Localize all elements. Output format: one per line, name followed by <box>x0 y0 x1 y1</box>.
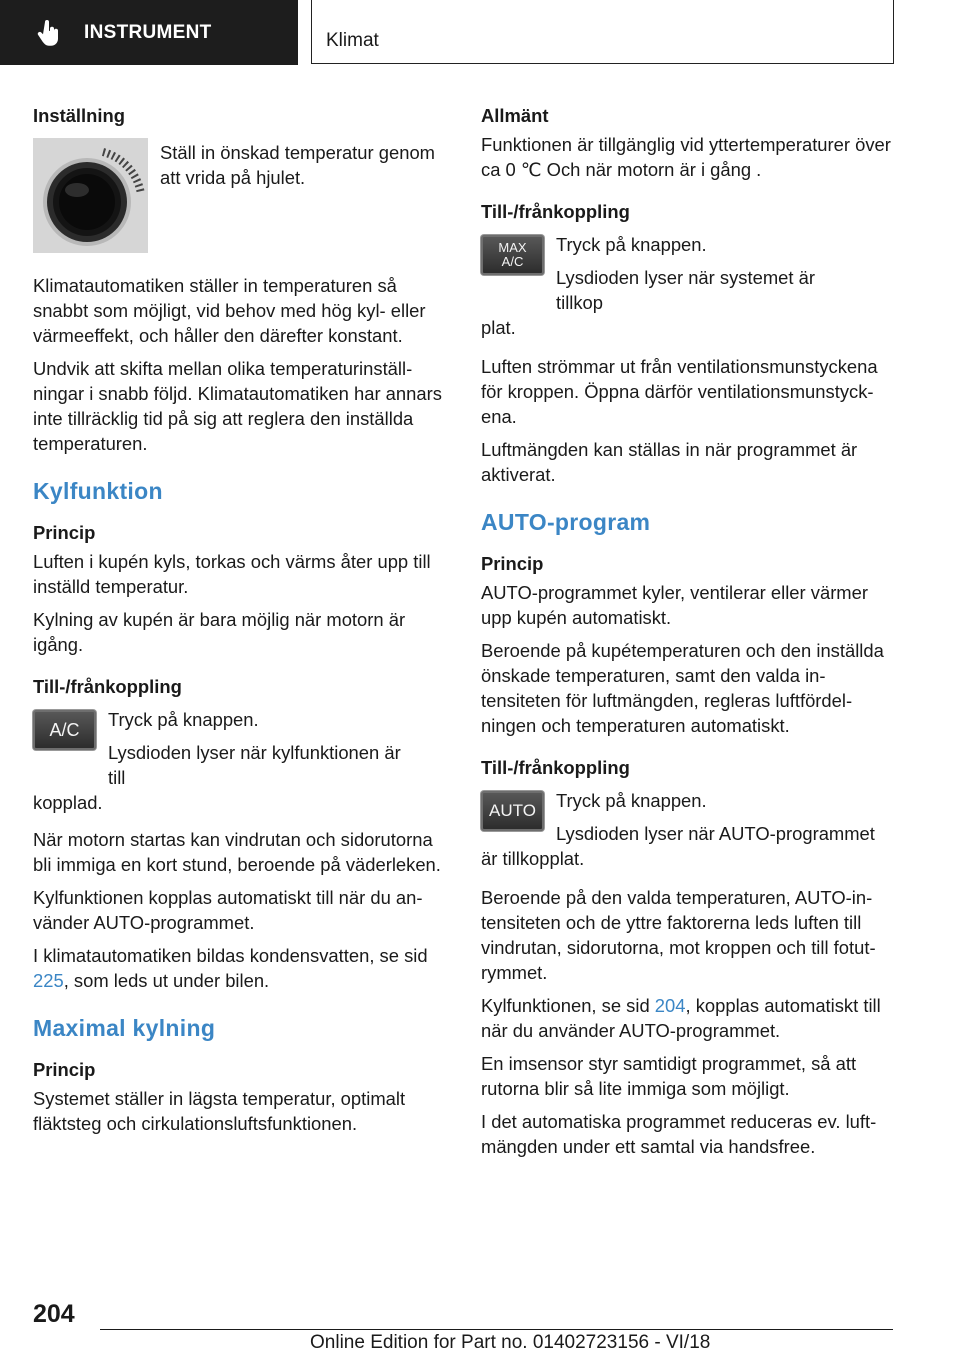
princip-1-paragraph-2: Kylning av kupén är bara möjlig när motorn är igång. <box>33 609 406 655</box>
section-tab <box>0 0 298 65</box>
edition-text: Online Edition for Part no. 01402723156 - VI/18 <box>310 1332 711 1353</box>
till-1-text-2-end: kopplad. <box>33 792 103 813</box>
dial-icon <box>33 138 148 253</box>
allmant-heading: Allmänt <box>481 105 549 126</box>
right-paragraph-4 <box>481 993 896 1043</box>
allmant-paragraph: Funktionen är tillgänglig vid yttertemperaturer över ca 0 ℃ Och när motorn är i gång . <box>481 134 891 180</box>
till-2-text-1: Tryck på knappen. <box>556 234 707 255</box>
page-number: 204 <box>33 1300 75 1328</box>
page-link-225[interactable]: 225 <box>33 970 64 991</box>
till-fran-heading-1: Till-/frånkoppling <box>33 676 182 697</box>
princip-1-paragraph-1: Luften i kupén kyls, torkas och värms åter upp till inställd temperatur. <box>33 551 431 597</box>
section-label: INSTRUMENT <box>84 21 212 43</box>
left-column <box>33 100 448 1136</box>
left-paragraph-4: Kylfunktionen kopplas automatiskt till när du använder AUTO-programmet. <box>33 887 423 933</box>
auto-princip-paragraph-2: Beroende på kupétemperaturen och den inställda önskade temperaturen, samt den valda intensiteten för luftmängden, regleras luftfördelningen och temperaturen automatiskt. <box>481 640 884 736</box>
temperature-dial-image <box>33 138 148 253</box>
kylfunktion-title: Kylfunktion <box>33 478 163 504</box>
till-1-text-2-start: Lysdioden lyser när kylfunktionen är till <box>108 742 401 788</box>
princip-heading-2: Princip <box>33 1059 96 1080</box>
left-paragraph-2: Undvik att skifta mellan olika temperaturinställningar i snabb följd. Klimatautomatiken har annars inte tillräcklig tid på sig att reglera den inställda temperaturen. <box>33 358 442 454</box>
right-paragraph-1: Luften strömmar ut från ventilationsmunstyckena för kroppen. Öppna därför ventilationsmunstyckena. <box>481 356 878 427</box>
right-paragraph-6: I det automatiska programmet reduceras ev. luftmängden under ett samtal via handsfree. <box>481 1111 877 1157</box>
chapter-label: Klimat <box>326 30 379 51</box>
max-ac-label: A/C <box>501 254 524 269</box>
till-2-text-2-end: plat. <box>481 317 516 338</box>
max-label: MAX <box>498 240 527 255</box>
page-link-204[interactable]: 204 <box>654 995 686 1016</box>
princip-heading-3: Princip <box>481 553 544 574</box>
p4-pre: Kylfunktionen, se sid <box>481 995 655 1016</box>
installning-heading: Inställning <box>33 105 125 126</box>
page-header <box>0 0 960 66</box>
p4-post: , kopplas automatiskt till när du använder AUTO-programmet. <box>481 995 881 1041</box>
right-paragraph-3: Beroende på den valda temperaturen, AUTO-intensiteten och de yttre faktorerna leds luften till vindrutan, sidorutorna, mot kroppen och till fotutrymmet. <box>481 887 876 983</box>
till-1-text-1: Tryck på knappen. <box>108 709 259 730</box>
left-paragraph-5 <box>33 943 448 993</box>
p5-pre: I klimatautomatiken bildas kondensvatten, se sid <box>33 945 428 966</box>
installning-text: Ställ in önskad temperatur genom att vrida på hjulet. <box>160 142 435 188</box>
princip-2-paragraph-1: Systemet ställer in lägsta temperatur, optimalt fläktsteg och cirkulationsluftsfunktionen. <box>33 1088 406 1134</box>
chapter-tab <box>311 0 894 64</box>
max-ac-button-image <box>481 235 544 275</box>
till-fran-heading-2: Till-/frånkoppling <box>481 201 630 222</box>
footer-divider <box>100 1329 893 1330</box>
auto-program-title: AUTO-program <box>481 509 651 535</box>
right-paragraph-5: En imsensor styr samtidigt programmet, så att rutorna blir så lite immiga som möjligt. <box>481 1053 857 1099</box>
till-2-text-2-start: Lysdioden lyser när systemet är tillkop <box>556 267 815 313</box>
princip-heading-1: Princip <box>33 522 96 543</box>
left-paragraph-3: När motorn startas kan vindrutan och sidorutorna bli immiga en kort stund, beroende på väderleken. <box>33 829 441 875</box>
auto-button-image: AUTO <box>481 791 544 831</box>
till-3-text-1: Tryck på knappen. <box>556 790 707 811</box>
p5-post: , som leds ut under bilen. <box>63 970 270 991</box>
auto-princip-paragraph-1: AUTO-programmet kyler, ventilerar eller värmer upp kupén automatiskt. <box>481 582 868 628</box>
till-fran-heading-3: Till-/frånkoppling <box>481 757 630 778</box>
right-paragraph-2: Luftmängden kan ställas in när programmet är aktiverat. <box>481 439 858 485</box>
maximal-kylning-title: Maximal kylning <box>33 1015 216 1041</box>
left-paragraph-1: Klimatautomatiken ställer in temperaturen så snabbt som möjligt, vid behov med hög kyl- eller värmeeffekt, och håller den därefter konstant. <box>33 275 426 346</box>
till-3-text-2-start: Lysdioden lyser när AUTO-programmet <box>556 823 875 844</box>
right-column <box>481 100 896 1159</box>
touch-hand-icon <box>36 19 62 47</box>
ac-button-image: A/C <box>33 710 96 750</box>
till-3-text-2-end: är tillkopplat. <box>481 848 585 869</box>
